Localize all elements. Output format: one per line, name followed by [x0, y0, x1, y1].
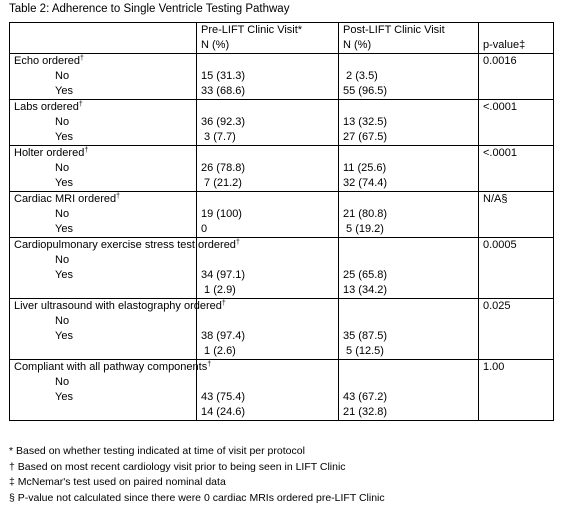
pvalue: 0.0005	[483, 239, 517, 251]
pre-value: 34 (97.1)	[201, 269, 246, 281]
category-label: Yes	[55, 85, 73, 97]
pre-value-cell	[197, 146, 339, 192]
pre-value: 1 (2.6)	[201, 345, 236, 357]
row-label-cell	[10, 192, 197, 238]
group-label: Cardiopulmonary exercise stress test ordered†	[14, 239, 240, 251]
category-label: No	[55, 376, 70, 388]
footnote-mark: †	[84, 147, 89, 154]
footnote: * Based on whether testing indicated at time of visit per protocol	[9, 445, 305, 457]
footnote-mark: †	[116, 193, 120, 200]
post-value: 55 (96.5)	[343, 85, 388, 97]
pvalue-cell	[479, 238, 554, 299]
category-label: No	[55, 116, 70, 128]
pvalue: <.0001	[483, 101, 517, 113]
adherence-table	[9, 22, 554, 421]
row-label-cell	[10, 54, 197, 100]
pvalue: <.0001	[483, 147, 517, 159]
header-row	[10, 23, 554, 54]
footnote-mark: †	[221, 300, 226, 307]
category-label: No	[55, 208, 70, 220]
post-value: 13 (34.2)	[343, 284, 388, 296]
pre-value: 3 (7.7)	[201, 131, 236, 143]
header-empty-cell	[10, 23, 197, 54]
post-value: 25 (65.8)	[343, 269, 388, 281]
table-row	[10, 100, 554, 146]
pre-value: 36 (92.3)	[201, 116, 246, 128]
footnote: † Based on most recent cardiology visit prior to being seen in LIFT Clinic	[9, 460, 346, 473]
group-label: Labs ordered†	[14, 101, 83, 113]
post-value: 11 (25.6)	[343, 162, 387, 174]
header-post-cell	[339, 23, 479, 54]
table-row	[10, 192, 554, 238]
pre-value-cell	[197, 100, 339, 146]
pvalue-cell	[479, 192, 554, 238]
pre-value: 26 (78.8)	[201, 162, 246, 174]
post-value: 2 (3.5)	[343, 70, 378, 82]
footnote-mark: †	[207, 361, 212, 368]
table-row	[10, 54, 554, 100]
group-label: Holter ordered†	[14, 147, 89, 159]
pre-value-cell	[197, 192, 339, 238]
post-value: 43 (67.2)	[343, 391, 388, 403]
pvalue-cell	[479, 100, 554, 146]
post-value-cell	[339, 54, 479, 100]
category-label: Yes	[55, 330, 73, 342]
pre-value: 43 (75.4)	[201, 391, 246, 403]
category-label: Yes	[55, 177, 73, 189]
row-label-cell	[10, 360, 212, 421]
category-label: Yes	[55, 131, 73, 143]
group-label: Echo ordered†	[14, 55, 84, 67]
footnote-mark: †	[78, 101, 83, 108]
post-value: 27 (67.5)	[343, 131, 388, 143]
post-value-cell	[339, 238, 479, 299]
pre-value: 15 (31.3)	[201, 70, 246, 82]
category-label: No	[55, 315, 70, 327]
pvalue: N/A§	[483, 193, 508, 205]
group-label: Compliant with all pathway components†	[14, 361, 212, 373]
post-value: 32 (74.4)	[343, 177, 388, 189]
pvalue-cell	[479, 54, 554, 100]
pre-value-cell	[197, 54, 339, 100]
post-value: 5 (12.5)	[343, 345, 384, 357]
footnote-mark: †	[80, 55, 84, 62]
footnote-mark: †	[235, 239, 240, 246]
table-row	[10, 360, 554, 421]
category-label: No	[55, 254, 70, 266]
category-label: No	[55, 70, 70, 82]
header-pre-label: Pre-LIFT Clinic Visit*	[201, 24, 303, 36]
pre-value: 38 (97.4)	[201, 330, 246, 342]
post-value: 35 (87.5)	[343, 330, 388, 342]
pre-value: 0	[201, 223, 208, 235]
pvalue-cell	[479, 360, 554, 421]
post-value-cell	[339, 299, 479, 360]
pre-value: 14 (24.6)	[201, 406, 246, 418]
post-value-cell	[339, 100, 479, 146]
pre-value: 19 (100)	[201, 208, 242, 220]
header-pvalue-label: p-value‡	[483, 39, 526, 51]
table-row	[10, 299, 554, 360]
post-value: 5 (19.2)	[343, 223, 384, 235]
row-label-cell	[10, 146, 197, 192]
post-value: 21 (80.8)	[343, 208, 388, 220]
pvalue: 1.00	[483, 361, 505, 373]
pvalue: 0.025	[483, 300, 511, 312]
pre-value-cell	[197, 360, 339, 421]
post-value-cell	[339, 192, 479, 238]
post-value-cell	[339, 360, 479, 421]
header-post-n: N (%)	[343, 39, 372, 51]
footnotes	[9, 444, 385, 506]
category-label: Yes	[55, 391, 73, 403]
header-post-label: Post-LIFT Clinic Visit	[343, 24, 445, 36]
post-value-cell	[339, 146, 479, 192]
table-caption: Table 2: Adherence to Single Ventricle Testing Pathway	[9, 3, 290, 15]
row-label-cell	[10, 100, 197, 146]
category-label: No	[55, 162, 70, 174]
pvalue-cell	[479, 146, 554, 192]
header-pre-n: N (%)	[201, 39, 230, 51]
pvalue: 0.0016	[483, 55, 517, 67]
footnote: ‡ McNemar's test used on paired nominal data	[9, 476, 226, 488]
category-label: Yes	[55, 223, 73, 235]
group-label: Liver ultrasound with elastography ordered†	[14, 300, 226, 312]
header-pvalue-cell	[479, 23, 554, 54]
pvalue-cell	[479, 299, 554, 360]
post-value: 13 (32.5)	[343, 116, 388, 128]
category-label: Yes	[55, 269, 73, 281]
group-label: Cardiac MRI ordered†	[14, 193, 120, 205]
pre-value: 33 (68.6)	[201, 85, 246, 97]
table-row	[10, 146, 554, 192]
header-pre-cell	[197, 23, 339, 54]
pre-value: 7 (21.2)	[201, 177, 242, 189]
footnote: § P-value not calculated since there were 0 cardiac MRIs ordered pre-LIFT Clinic	[9, 491, 385, 504]
table-row	[10, 238, 554, 299]
post-value: 21 (32.8)	[343, 406, 388, 418]
pre-value: 1 (2.9)	[201, 284, 236, 296]
